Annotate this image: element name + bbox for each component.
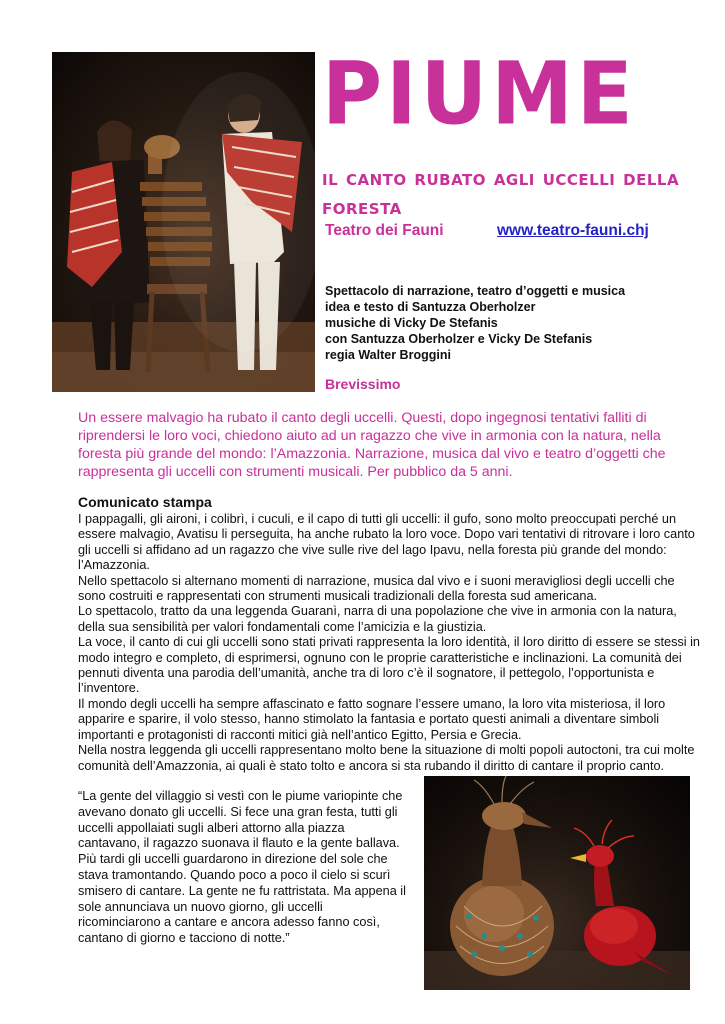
press-paragraph: Lo spettacolo, tratto da una leggenda Guaranì, narra di una popolazione che vive in armonia con la natura, della sua sensibilità per valori fondamentali come l’amicizia e la giustizia. <box>78 604 677 634</box>
press-paragraph: Nello spettacolo si alternano momenti di narrazione, musica dal vivo e i suoni meravigliosi degli uccelli che sono costruiti e rappresentati con strumenti musicali tradizionali della foresta sud americana. <box>78 573 675 604</box>
credit-line: regia Walter Broggini <box>325 348 451 362</box>
press-release-body <box>78 512 700 774</box>
legend-quote: “La gente del villaggio si vestì con le piume variopinte che avevano donato gli uccelli. Si fece una gran festa, tutti gli uccelli appollaiati sugli alberi attorno alla piazza cantavano, il ragazzo suonava il flauto e la gente ballava. Più tardi gli uccelli guardarono in direzione del sole che stava tramontando. Quando poco a poco il cielo si scurì smisero di cantare. La gente ne fu rattristata. Ma appena il sole annunciava un nuovo giorno, gli uccelli ricominciarono a cantare e ancora adesso fanno così, cantano di giorno e tacciono di notte.” <box>78 789 406 946</box>
credits-block <box>325 283 625 363</box>
short-summary-text: Un essere malvagio ha rubato il canto degli uccelli. Questi, dopo ingegnosi tentativi falliti di riprendersi le loro voci, chiedono aiuto ad un ragazzo che vive in armonia con la natura, nella foresta più grande del mondo: l’Amazzonia. Narrazione, musica dal vivo e teatro d’oggetti che rappresenta gli uccelli con strumenti musicali. Per pubblico da 5 anni. <box>78 410 666 480</box>
show-title: PIUME <box>322 44 637 145</box>
credit-line: musiche di Vicky De Stefanis <box>325 316 498 330</box>
show-subtitle: il canto rubato agli uccelli della foresta <box>322 166 680 219</box>
press-paragraph: I pappagalli, gli aironi, i colibrì, i cuculi, e il capo di tutti gli uccelli: il gufo, sono molto preoccupati perché un essere malvagio, Avatisu li perseguita, ha anche rubato la loro voce. Dopo vari tentativi di ritrovare i loro canto gli uccelli si affidano ad un ragazzo che vive sulle rive del lago Ipavu, nella foresta più grande del mondo: l’Amazzonia. <box>78 512 695 573</box>
press-paragraph: Nella nostra leggenda gli uccelli rappresentano molto bene la situazione di molti popoli autoctoni, tra cui molte comunità dell’Amazzonia, ai quali è stato tolto e ancora si sta rubando il diritto di cantare il proprio canto. <box>78 743 695 773</box>
performance-photo <box>52 52 315 392</box>
credit-line: con Santuzza Oberholzer e Vicky De Stefanis <box>325 332 593 346</box>
press-release-heading: Comunicato stampa <box>78 494 212 510</box>
company-name: Teatro dei Fauni <box>325 222 444 239</box>
bird-instruments-photo <box>424 776 690 990</box>
press-paragraph: La voce, il canto di cui gli uccelli sono stati privati rappresenta la loro identità, il loro diritto di essere se stessi in modo integro e completo, di esprimersi, ognuno con le proprie caratteristiche e inclinazioni. La comunità dei pennuti diventa una parodia dell’umanità, anche tra di loro c’è il sognatore, il pettegolo, l’opportunista e l’inventore. <box>78 635 700 696</box>
press-paragraph: Il mondo degli uccelli ha sempre affascinato e fatto sognare l’essere umano, la loro vita misteriosa, il loro apparire e sparire, il volo stesso, hanno stimolato la fantasia e portato questi animali a diventare simboli importanti e protagonisti di racconti mitici già nell’antico Egitto, Persia e Grecia. <box>78 696 666 742</box>
website-link[interactable]: www.teatro-fauni.chj <box>497 222 649 239</box>
credit-line: idea e testo di Santuzza Oberholzer <box>325 300 536 314</box>
short-summary-heading: Brevissimo <box>325 376 401 392</box>
credit-line: Spettacolo di narrazione, teatro d’oggetti e musica <box>325 284 626 298</box>
